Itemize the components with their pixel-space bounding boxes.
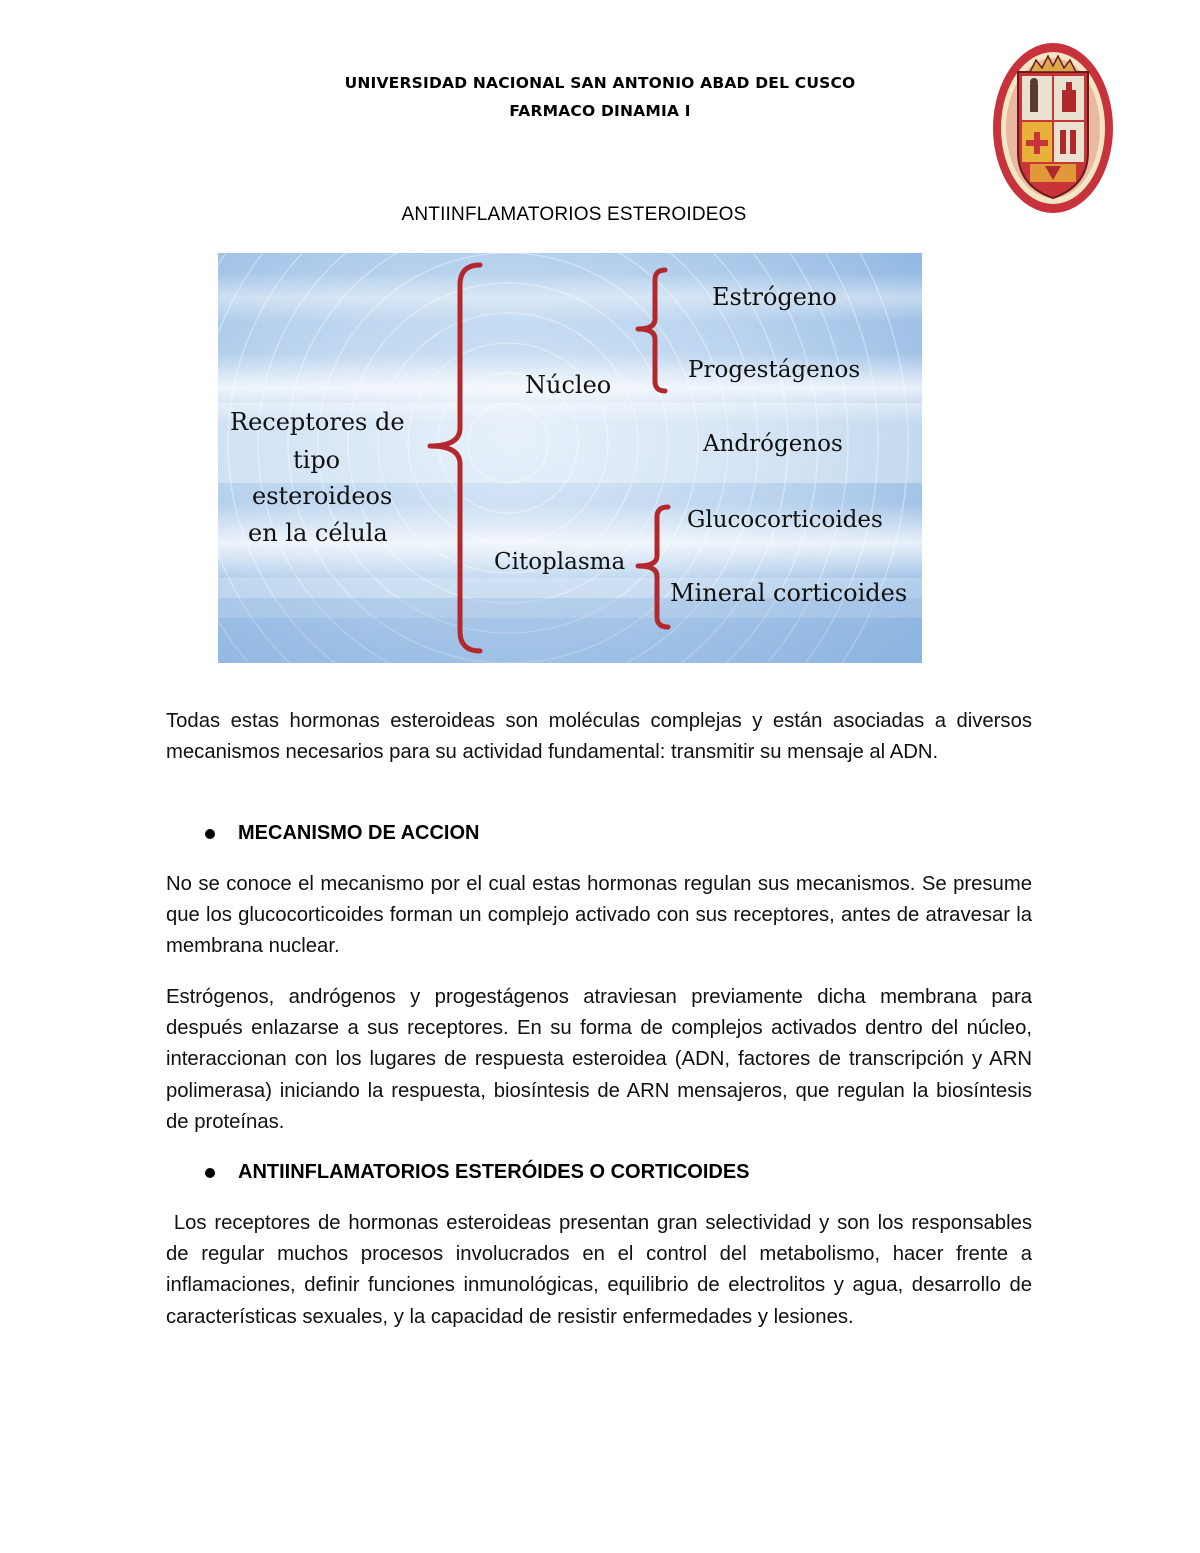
- section-heading-text: ANTIINFLAMATORIOS ESTERÓIDES O CORTICOIDES: [238, 1161, 750, 1183]
- root-label-line-4: en la célula: [248, 519, 388, 547]
- mineralocorticoid-label: Mineral corticoides: [670, 579, 908, 607]
- corticoids-paragraph: Los receptores de hormonas esteroideas presentan gran selectividad y son los responsables de regular muchos procesos involucrados en el control del metabolismo, hacer frente a inflamaciones, definir funciones inmunológicas, equilibrio de electrolitos y agua, desarrollo de características sexuales, y la capacidad de resistir enfermedades y lesiones.: [166, 1212, 1038, 1328]
- bullet-icon: [205, 829, 215, 839]
- root-label-line-1: Receptores de: [230, 408, 405, 436]
- nucleus-label: Núcleo: [525, 371, 612, 399]
- receptor-diagram: [218, 253, 922, 663]
- cytoplasm-label: Citoplasma: [494, 549, 626, 575]
- estrogen-label: Estrógeno: [712, 283, 837, 311]
- intro-paragraph: Todas estas hormonas esteroideas son moléculas complejas y están asociadas a diversos mecanismos necesarios para su actividad fundamental: transmitir su mensaje al ADN.: [166, 710, 1032, 764]
- root-label-line-2: tipo: [293, 446, 341, 474]
- root-label-line-3: esteroideos: [252, 482, 393, 510]
- university-seal-icon: [990, 40, 1116, 216]
- mechanism-paragraph-2: Estrógenos, andrógenos y progestágenos atraviesan previamente dicha membrana para después enlazarse a sus receptores. En su forma de complejos activados dentro del núcleo, interaccionan con los lugares de respuesta esteroidea (ADN, factores de transcripción y ARN polimerasa) iniciando la respuesta, biosíntesis de ARN mensajeros, que regulan la biosíntesis de proteínas.: [166, 986, 1032, 1133]
- section-heading-text: MECANISMO DE ACCION: [238, 822, 480, 844]
- course-name: FARMACO DINAMIA I: [509, 102, 691, 120]
- androgen-label: Andrógenos: [703, 431, 843, 457]
- mechanism-paragraph-1: No se conoce el mecanismo por el cual estas hormonas regulan sus mecanismos. Se presume que los glucocorticoides forman un complejo activado con sus receptores, antes de atravesar la membrana nuclear.: [166, 873, 1032, 958]
- progestagen-label: Progestágenos: [688, 357, 861, 383]
- bullet-icon: [205, 1168, 215, 1178]
- glucocorticoid-label: Glucocorticoides: [687, 507, 883, 533]
- document-title: ANTIINFLAMATORIOS ESTEROIDEOS: [401, 204, 747, 225]
- university-name: UNIVERSIDAD NACIONAL SAN ANTONIO ABAD DEL CUSCO: [344, 74, 856, 92]
